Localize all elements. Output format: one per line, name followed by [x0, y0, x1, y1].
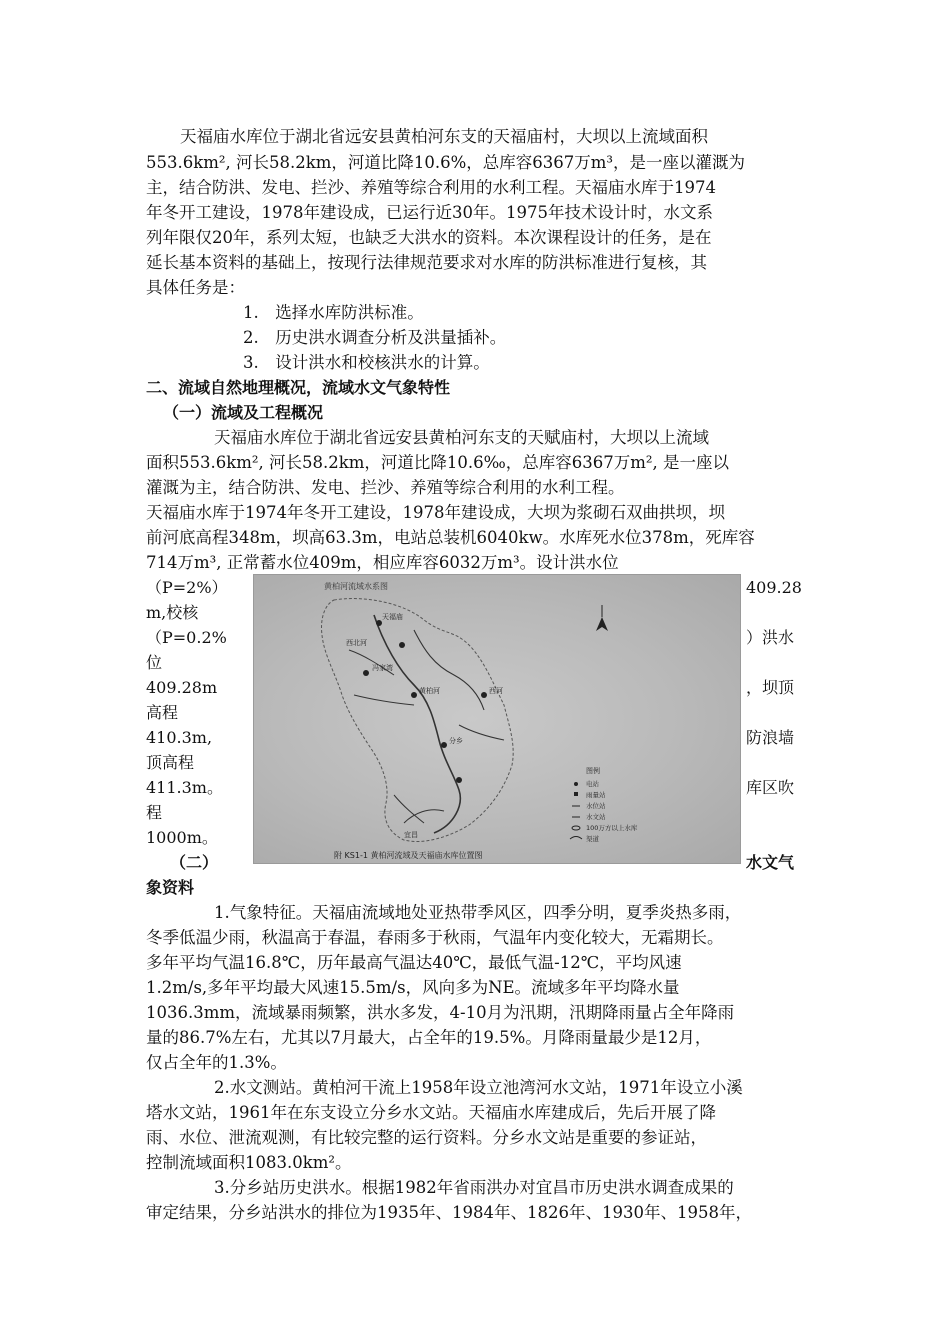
legend-item: 100万方以上水库 [586, 824, 638, 832]
intro-line: 列年限仅20年，系列太短，也缺乏大洪水的资料。本次课程设计的任务，是在 [146, 228, 712, 247]
map-title: 黄柏河流域水系图 [324, 582, 388, 591]
wrap-left-text: 程 [146, 803, 163, 822]
wrap-left-text: m,校核 [146, 603, 199, 622]
intro-line: 年冬开工建设，1978年建设成，已运行近30年。1975年技术设计时，水文系 [146, 203, 713, 222]
wrap-left-text: 高程 [146, 703, 179, 722]
body-line: 冬季低温少雨，秋温高于春温，春雨多于秋雨，气温年内变化较大，无霜期长。 [146, 928, 724, 947]
intro-line: 553.6km², 河长58.2km，河道比降10.6%，总库容6367万m³，是一座以灌溉为 [146, 153, 746, 172]
legend-item: 渠道 [586, 835, 599, 843]
body-line: 雨、水位、泄流观测，有比较完整的运行资料。分乡水文站是重要的参证站， [146, 1128, 707, 1147]
body-line: 2.水文测站。黄柏河干流上1958年设立池湾河水文站，1971年设立小溪 [214, 1078, 743, 1097]
subsection-heading-part: 象资料 [146, 878, 195, 897]
map-place-label: 西北河 [346, 639, 367, 647]
map-place-label: 分乡 [449, 737, 463, 745]
legend-item: 水位站 [586, 802, 606, 810]
wrap-left-text: 位 [146, 653, 163, 672]
wrap-left-text: （P=0.2% [146, 628, 227, 647]
subsection-heading: （一）流域及工程概况 [163, 403, 324, 422]
map-place-label: 宜昌 [404, 831, 418, 839]
legend-title: 图例 [586, 767, 600, 775]
body-line: 控制流域面积1083.0km²。 [146, 1153, 352, 1172]
wrap-left-text: 411.3m。 [146, 778, 223, 797]
wrap-right-text: 防浪墙 [746, 728, 795, 747]
legend-item: 水文站 [586, 813, 606, 821]
intro-line: 主，结合防洪、发电、拦沙、养殖等综合利用的水利工程。天福庙水库于1974 [146, 178, 716, 197]
body-line: 天福庙水库位于湖北省远安县黄柏河东支的天赋庙村，大坝以上流域 [214, 428, 709, 447]
task-item: 2. 历史洪水调查分析及洪量插补。 [243, 328, 507, 347]
map-place-label: 冯家湾 [372, 664, 393, 672]
map-place-label: 黄柏河 [419, 687, 440, 695]
body-line: 仅占全年的1.3%。 [146, 1053, 287, 1072]
legend-item: 雨量站 [586, 791, 606, 799]
map-caption: 附 KS1-1 黄柏河流域及天福庙水库位置图 [334, 851, 483, 860]
subsection-heading-part: 水文气 [746, 853, 795, 872]
body-line: 塔水文站，1961年在东支设立分乡水文站。天福庙水库建成后，先后开展了降 [146, 1103, 716, 1122]
task-item: 3. 设计洪水和校核洪水的计算。 [243, 353, 490, 372]
intro-line: 具体任务是： [146, 278, 245, 297]
map-place-label: 天福庙 [382, 613, 403, 621]
body-line: 灌溉为主，结合防洪、发电、拦沙、养殖等综合利用的水利工程。 [146, 478, 625, 497]
north-arrow-icon [596, 605, 608, 631]
wrap-left-text: 顶高程 [146, 753, 195, 772]
section-heading: 二、流域自然地理概况，流域水文气象特性 [146, 378, 451, 397]
legend-item: 电站 [586, 780, 599, 788]
wrap-left-text: 409.28m [146, 678, 218, 697]
wrap-right-text: 库区吹 [746, 778, 795, 797]
wrap-left-text: 410.3m, [146, 728, 213, 747]
body-line: 1.2m/s,多年平均最大风速15.5m/s，风向多为NE。流域多年平均降水量 [146, 978, 680, 997]
map-place-label: 西河 [489, 687, 503, 695]
intro-line: 天福庙水库位于湖北省远安县黄柏河东支的天福庙村，大坝以上流域面积 [180, 127, 708, 146]
body-line: 天福庙水库于1974年冬开工建设，1978年建设成，大坝为浆砌石双曲拱坝，坝 [146, 503, 725, 522]
body-line: 前河底高程348m，坝高63.3m，电站总装机6040kw。水库死水位378m，死库容 [146, 528, 755, 547]
body-line: 3.分乡站历史洪水。根据1982年省雨洪办对宜昌市历史洪水调查成果的 [214, 1178, 734, 1197]
wrap-left-text: （P=2%） [146, 578, 228, 597]
body-line: 1.气象特征。天福庙流域地处亚热带季风区，四季分明，夏季炎热多雨， [214, 903, 742, 922]
wrap-right-text: ，坝顶 [746, 678, 795, 697]
wrap-right-text: 409.28 [746, 578, 802, 597]
body-line: 面积553.6km², 河长58.2km，河道比降10.6‰，总库容6367万m², 是一座以 [146, 453, 729, 472]
body-line: 量的86.7%左右，尤其以7月最大，占全年的19.5%。月降雨量最少是12月， [146, 1028, 712, 1047]
body-line: 714万m³, 正常蓄水位409m，相应库容6032万m³。设计洪水位 [146, 553, 619, 572]
watershed-map-figure [253, 574, 741, 864]
subsection-heading-part: （二） [170, 853, 219, 872]
wrap-left-text: 1000m。 [146, 828, 218, 847]
intro-line: 延长基本资料的基础上，按现行法律规范要求对水库的防洪标准进行复核，其 [146, 253, 707, 272]
task-item: 1. 选择水库防洪标准。 [243, 303, 424, 322]
body-line: 多年平均气温16.8℃，历年最高气温达40℃，最低气温-12℃，平均风速 [146, 953, 682, 972]
body-line: 1036.3mm，流域暴雨频繁，洪水多发，4-10月为汛期，汛期降雨量占全年降雨 [146, 1003, 735, 1022]
map-legend [570, 766, 638, 843]
wrap-right-text: ）洪水 [746, 628, 795, 647]
map-drawing [254, 575, 740, 863]
body-line: 审定结果，分乡站洪水的排位为1935年、1984年、1826年、1930年、1958年， [146, 1203, 752, 1222]
